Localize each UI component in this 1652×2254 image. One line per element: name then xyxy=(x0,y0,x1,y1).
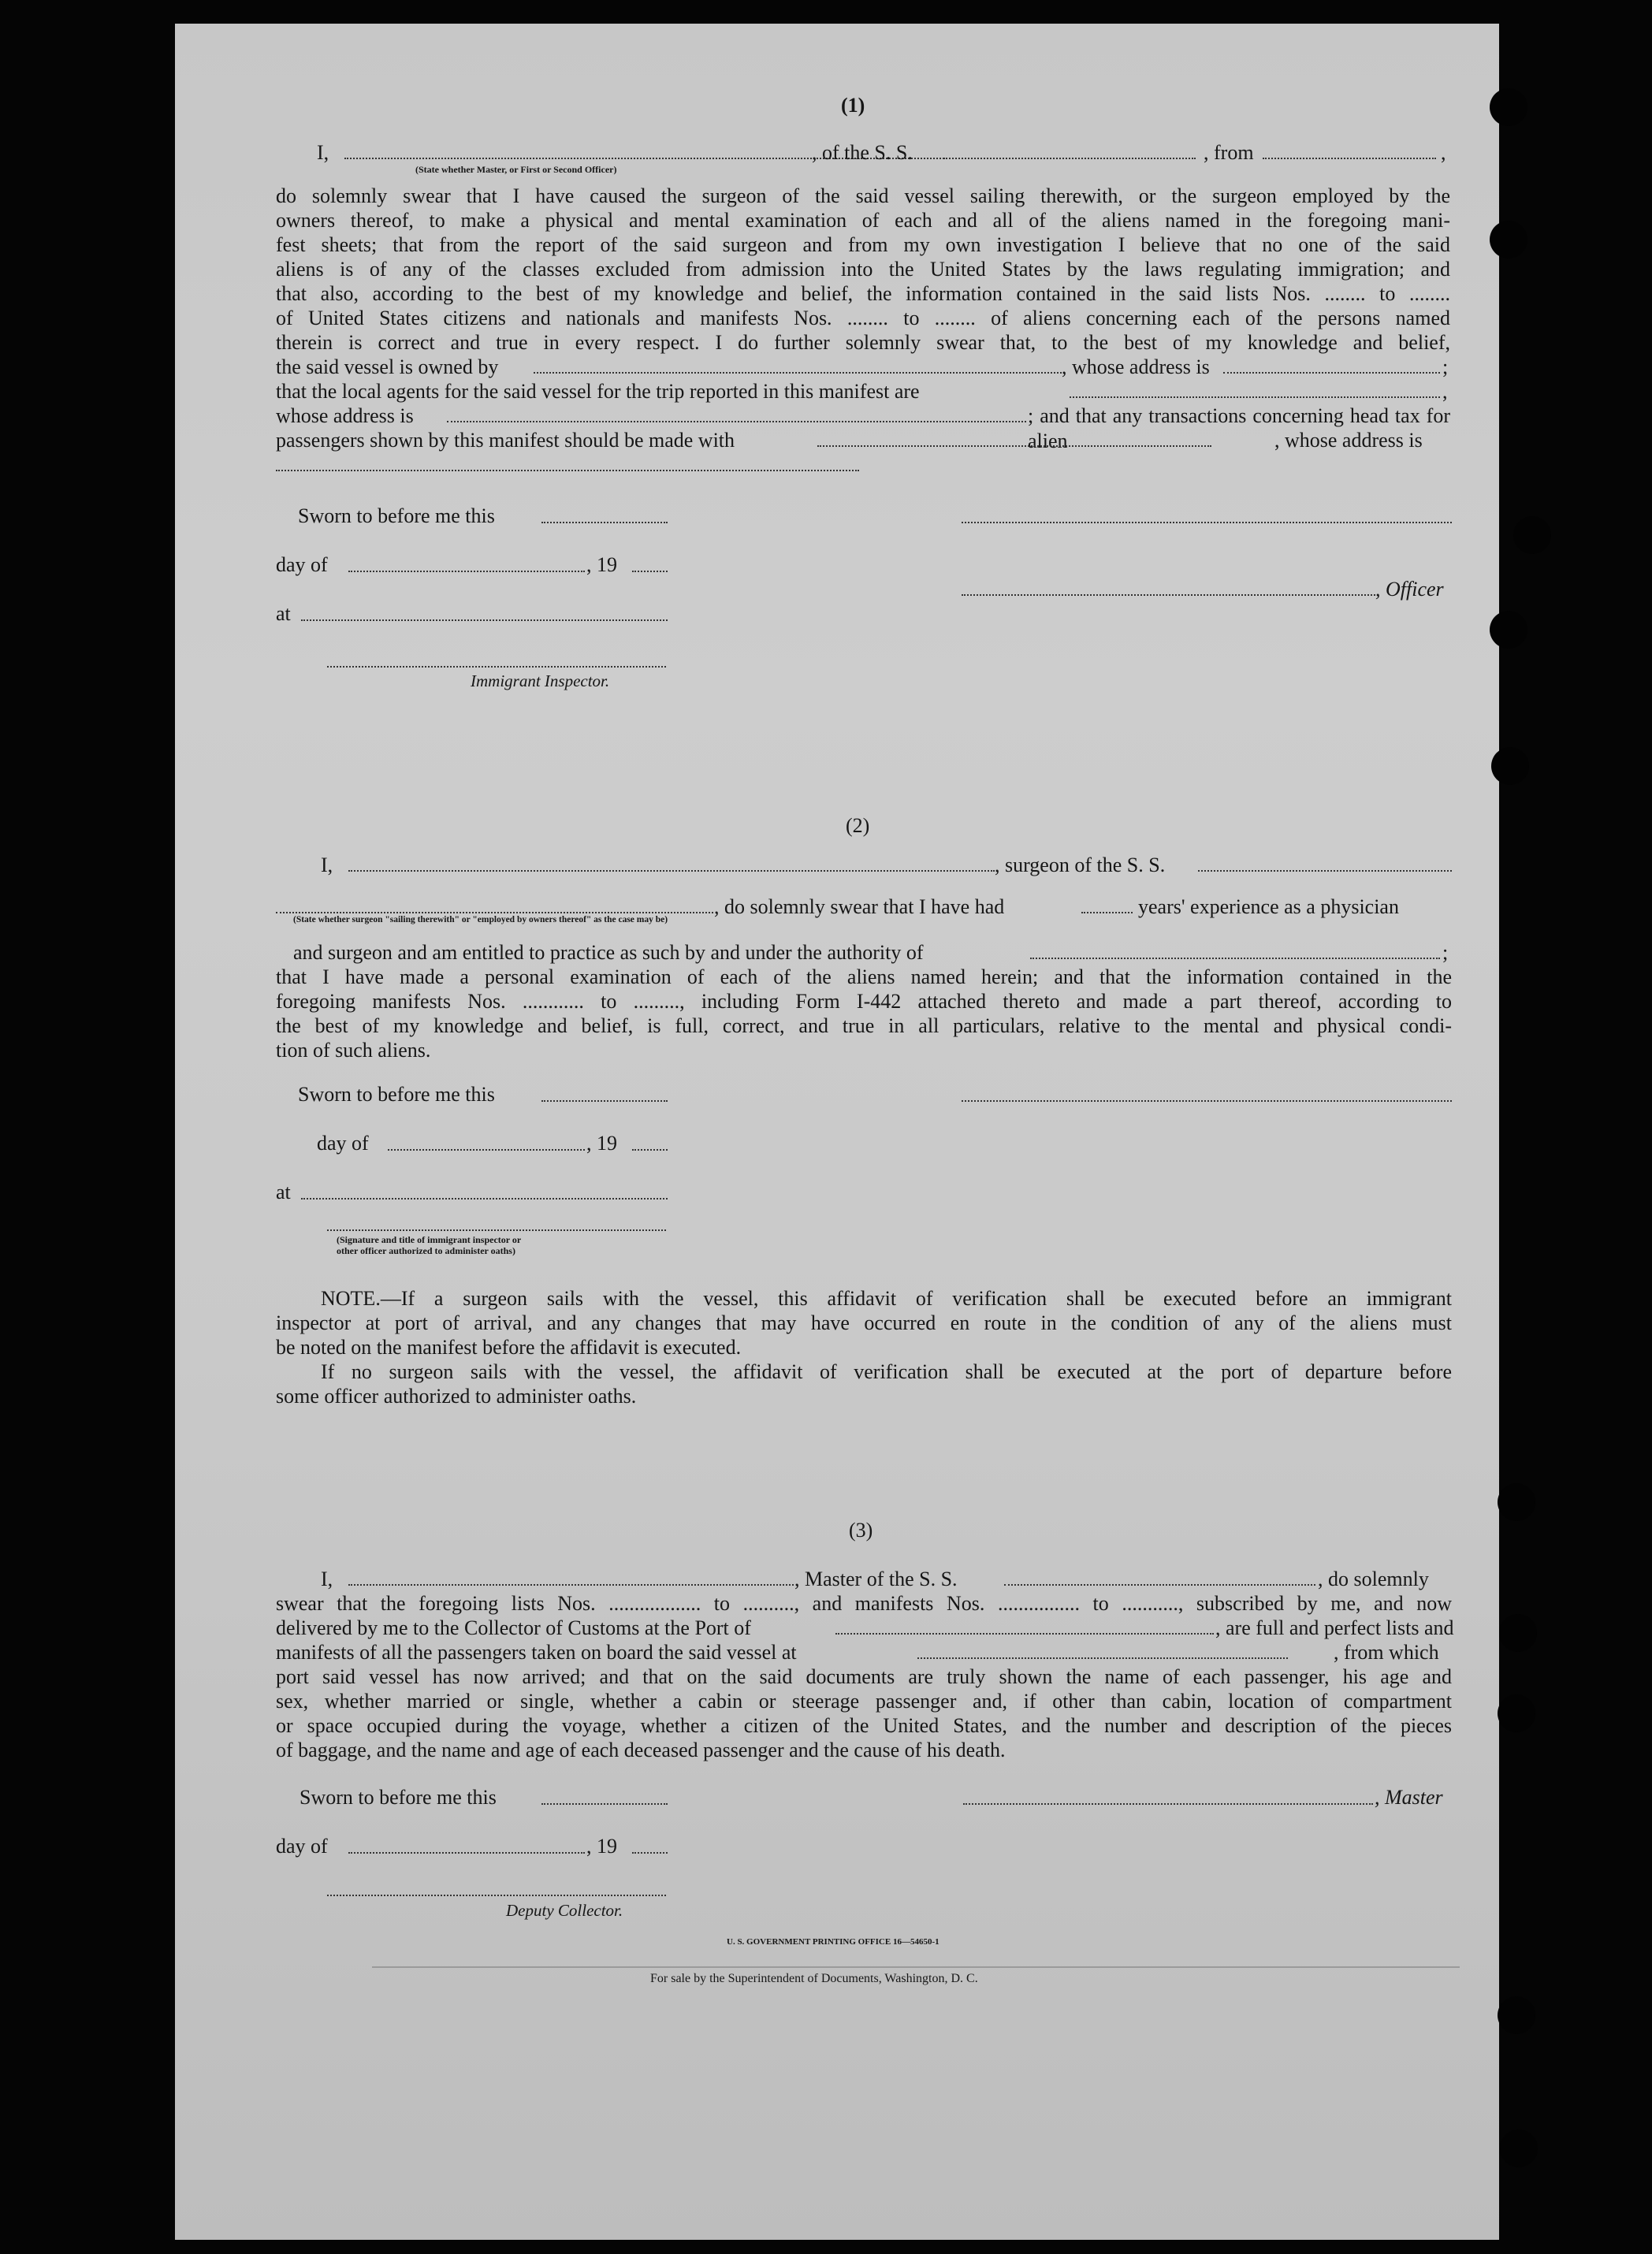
text-at: at xyxy=(276,602,291,625)
blank-year xyxy=(632,571,668,572)
text-semicolon: ; xyxy=(1442,355,1449,378)
text-do-solemnly: , do solemnly swear that I have had xyxy=(714,895,1005,918)
blank-sworn-date xyxy=(541,522,668,523)
text-sworn: Sworn to before me this xyxy=(298,504,495,527)
text-year: , 19 xyxy=(586,1132,617,1155)
text-from-which: , from which xyxy=(1334,1641,1439,1664)
paragraph-line: swear that the foregoing lists Nos. .................. to .........., and manifests Nos. ................ to ..........., subscribed by me, and now xyxy=(276,1592,1452,1615)
paragraph-line: therein is correct and true in every respect. I do further solemnly swear that, to the best of my knowledge and belief, xyxy=(276,331,1450,354)
blank-year xyxy=(632,1149,668,1151)
blank-agents-address xyxy=(447,421,1026,422)
binder-hole xyxy=(1498,1694,1535,1732)
text-master: , Master xyxy=(1375,1786,1443,1809)
paragraph-line: or space occupied during the voyage, whether a citizen of the United States, and the number and description of the pieces xyxy=(276,1714,1452,1737)
text-day-of: day of xyxy=(276,1835,328,1858)
paragraph-line: of United States citizens and nationals and manifests Nos. ........ to ........ of aliens concerning each of the persons named xyxy=(276,307,1450,329)
text-years-experience: years' experience as a physician xyxy=(1138,895,1399,918)
paragraph-line: aliens is of any of the classes excluded from admission into the United States by the laws regulating immigration; and xyxy=(276,258,1450,281)
blank-inspector xyxy=(327,1229,666,1231)
paragraph-line: owners thereof, to make a physical and mental examination of each and all of the aliens named in the foregoing mani- xyxy=(276,209,1450,232)
paragraph-line: that I have made a personal examination of each of the aliens named herein; and that the information contained in the xyxy=(276,965,1452,988)
binder-hole xyxy=(1500,2129,1538,2167)
note-line: NOTE.—If a surgeon sails with the vessel, this affidavit of verification shall be executed before an immigrant xyxy=(321,1287,1452,1310)
blank-signature xyxy=(962,1100,1452,1102)
binder-hole xyxy=(1498,1483,1535,1521)
ruled-line xyxy=(372,1966,1460,1968)
text-surgeon-of-ss: , surgeon of the S. S. xyxy=(995,854,1166,876)
paragraph-line: sex, whether married or single, whether a cabin or steerage passenger and, if other than cabin, location of compartment xyxy=(276,1690,1452,1713)
text-semicolon: ; xyxy=(1442,941,1449,964)
text-from: , from xyxy=(1204,141,1254,164)
binder-hole xyxy=(1498,1996,1535,2034)
text-passengers-shown: passengers shown by this manifest should be made with xyxy=(276,429,735,452)
text-sworn: Sworn to before me this xyxy=(298,1083,495,1106)
blank-surgeon-name xyxy=(348,870,995,872)
blank-master-name xyxy=(348,1584,794,1586)
text-i: I, xyxy=(321,854,333,876)
binder-hole xyxy=(1490,221,1527,259)
note-line: some officer authorized to administer oaths. xyxy=(276,1385,637,1408)
caption-signature: (Signature and title of immigrant inspector or xyxy=(337,1234,522,1245)
blank-head-tax-party xyxy=(817,445,1211,447)
sale-notice: For sale by the Superintendent of Documents, Washington, D. C. xyxy=(650,1972,978,1985)
blank-address xyxy=(276,470,859,471)
binder-hole xyxy=(1499,1614,1537,1652)
blank-owner-address xyxy=(1223,372,1440,374)
binder-hole xyxy=(1513,516,1551,554)
text-comma: , xyxy=(1442,380,1448,403)
text-year: , 19 xyxy=(586,553,617,576)
text-whose-address-is: whose address is xyxy=(276,404,414,427)
text-at: at xyxy=(276,1181,291,1203)
text-officer: , Officer xyxy=(1375,578,1444,601)
blank-officer xyxy=(962,594,1375,596)
paragraph-line: foregoing manifests Nos. ............ to ........., including Form I-442 attached thereto and made a part thereof, according to xyxy=(276,990,1452,1013)
text-master-of-ss: , Master of the S. S. xyxy=(794,1568,958,1590)
blank-years xyxy=(1081,912,1133,913)
note-line: If no surgeon sails with the vessel, the affidavit of verification shall be executed at the port of departure before xyxy=(321,1360,1452,1383)
blank-ship xyxy=(1004,1584,1315,1586)
blank-ship xyxy=(943,158,1196,159)
blank-authority xyxy=(1030,958,1440,959)
text-authority: and surgeon and am entitled to practice as such by and under the authority of xyxy=(293,941,924,964)
text-local-agents: that the local agents for the said vessel for the trip reported in this manifest are xyxy=(276,380,920,403)
blank-port xyxy=(835,1633,1214,1635)
binder-hole xyxy=(1490,611,1527,649)
binder-hole xyxy=(1490,88,1527,126)
text-year: , 19 xyxy=(586,1835,617,1858)
text-comma: , xyxy=(1441,141,1446,164)
blank-at xyxy=(301,1198,668,1200)
note-line: inspector at port of arrival, and any changes that may have occurred en route in the condition of any of the aliens must xyxy=(276,1311,1452,1334)
blank-boarding-port xyxy=(917,1657,1288,1659)
text-whose-address: , whose address is xyxy=(1062,355,1210,378)
text-whose-address-is: , whose address is xyxy=(1274,429,1423,452)
caption-signature: other officer authorized to administer oaths) xyxy=(337,1245,515,1256)
printer-imprint: U. S. GOVERNMENT PRINTING OFFICE 16—54650-1 xyxy=(727,1937,939,1947)
paragraph-line: port said vessel has now arrived; and that on the said documents are truly shown the name of each passenger, his age and xyxy=(276,1665,1452,1688)
text-sworn: Sworn to before me this xyxy=(300,1786,497,1809)
binder-hole xyxy=(1491,747,1529,785)
text-full-lists: , are full and perfect lists and xyxy=(1215,1616,1454,1639)
text-day-of: day of xyxy=(317,1132,369,1155)
paragraph-line: of baggage, and the name and age of each deceased passenger and the cause of his death. xyxy=(276,1739,1006,1761)
section-number: (2) xyxy=(846,814,870,837)
blank-owner xyxy=(534,372,1062,374)
paragraph-line: fest sheets; that from the report of the said surgeon and from my own investigation I believe that no one of the said xyxy=(276,233,1450,256)
text-i: I, xyxy=(317,141,329,164)
form-page xyxy=(175,24,1499,2240)
note-line: be noted on the manifest before the affidavit is executed. xyxy=(276,1336,742,1359)
blank-sworn-date xyxy=(541,1803,668,1805)
blank-surgeon-type xyxy=(276,912,713,913)
text-manifests-of: manifests of all the passengers taken on board the said vessel at xyxy=(276,1641,797,1664)
text-i: I, xyxy=(321,1568,333,1590)
blank-from xyxy=(1263,158,1436,159)
blank-agents xyxy=(1070,396,1440,398)
section-number: (3) xyxy=(849,1519,873,1542)
caption-rank: (State whether Master, or First or Second Officer) xyxy=(415,164,617,175)
caption-immigrant-inspector: Immigrant Inspector. xyxy=(471,671,610,690)
blank-month xyxy=(388,1149,585,1151)
blank-inspector xyxy=(327,666,666,668)
blank-month xyxy=(348,1852,585,1854)
blank-year xyxy=(632,1852,668,1854)
text-of-ss: , of the S. S. xyxy=(812,141,913,164)
blank-at xyxy=(301,619,668,621)
blank-sworn-date xyxy=(541,1100,668,1102)
blank-deputy xyxy=(327,1895,666,1896)
text-do-solemnly: , do solemnly xyxy=(1318,1568,1429,1590)
paragraph-line: that also, according to the best of my knowledge and belief, the information contained in the said lists Nos. ........ to ........ xyxy=(276,282,1450,305)
paragraph-line: the best of my knowledge and belief, is full, correct, and true in all particulars, relative to the mental and physical condi- xyxy=(276,1014,1452,1037)
paragraph-line: do solemnly swear that I have caused the surgeon of the said vessel sailing therewith, or the surgeon employed by the xyxy=(276,184,1450,207)
blank-month xyxy=(348,571,585,572)
caption-deputy-collector: Deputy Collector. xyxy=(506,1901,623,1920)
blank-master-signature xyxy=(963,1803,1373,1805)
text-owned-by: the said vessel is owned by xyxy=(276,355,499,378)
text-delivered: delivered by me to the Collector of Customs at the Port of xyxy=(276,1616,751,1639)
caption-surgeon-type: (State whether surgeon "sailing therewith" or "employed by owners thereof" as the case may be) xyxy=(293,915,668,924)
blank-signature xyxy=(962,522,1452,523)
text-day-of: day of xyxy=(276,553,328,576)
blank-ship xyxy=(1198,870,1452,872)
section-number: (1) xyxy=(841,94,865,117)
text-head-tax: ; and that any transactions concerning head tax for alien xyxy=(1028,404,1450,452)
paragraph-line: tion of such aliens. xyxy=(276,1039,431,1062)
